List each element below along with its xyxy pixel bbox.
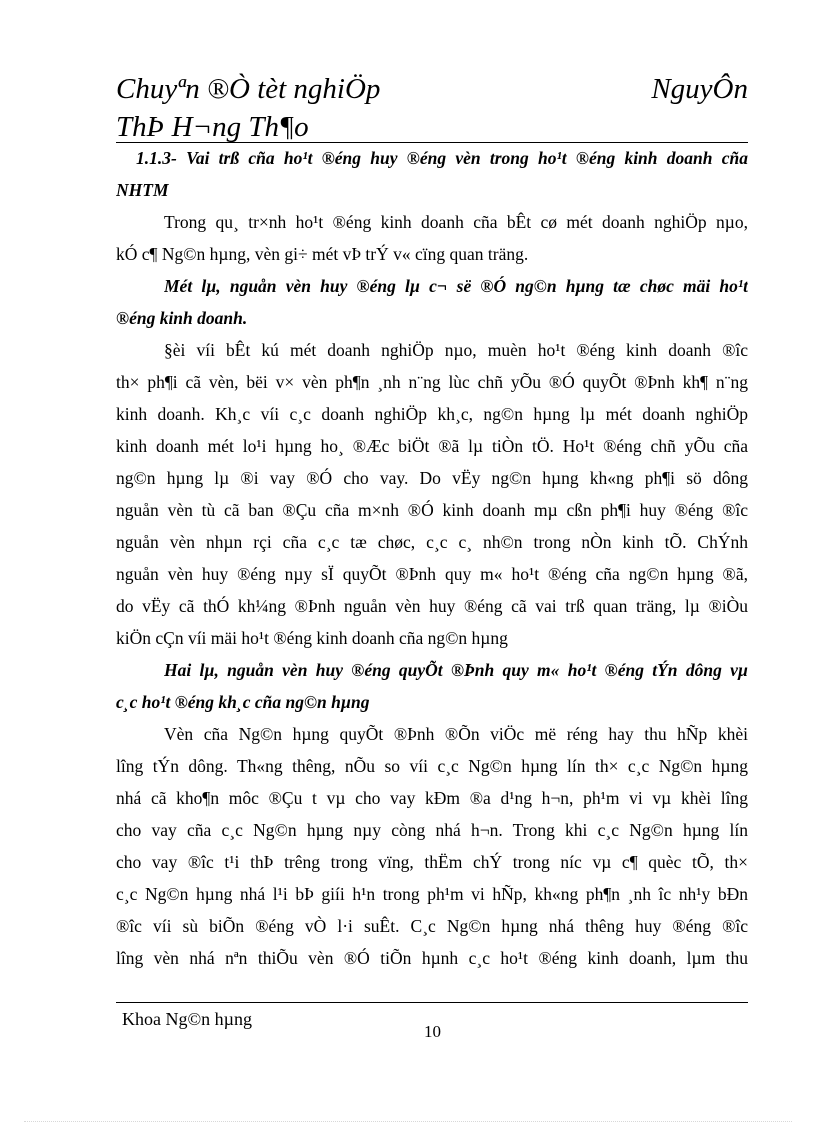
paragraph-line: §èi víi bÊt kú mét doanh nghiÖp nµo, muèn ho¹t ®éng kinh doanh ®îc — [164, 340, 748, 360]
paragraph-line: kÓ c¶ Ng©n hµng, vèn gi÷ mét vÞ trÝ v« cïng quan träng. — [116, 244, 529, 264]
footer-department: Khoa Ng©n hµng — [122, 1009, 253, 1029]
header-title-left: Chuyªn ®Ò tèt nghiÖp — [116, 73, 381, 105]
paragraph-line: Vèn cña Ng©n hµng quyÕt ®Þnh ®Õn viÖc më réng hay thu hÑp khèi — [164, 724, 748, 744]
footer-rule — [116, 1002, 748, 1003]
paragraph-line: ng©n hµng lµ ®i vay ®Ó cho vay. Do vËy ng©n hµng kh«ng ph¶i sö dông — [116, 468, 748, 488]
header-title-line2: ThÞ H¬ng Th¶o — [116, 111, 309, 143]
subheading-line: Mét lµ, nguån vèn huy ®éng lµ c¬ së ®Ó ng©n hµng tæ chøc mäi ho¹t — [164, 276, 748, 296]
section-heading-line-1: 1.1.3- Vai trß cña ho¹t ®éng huy ®éng vèn trong ho¹t ®éng kinh doanh cña — [136, 148, 748, 168]
paragraph-line: th× ph¶i cã vèn, bëi v× vèn ph¶n ¸nh n¨ng lùc chñ yÕu ®Ó quyÕt ®Þnh kh¶ n¨ng — [116, 372, 748, 392]
paragraph-line: Trong qu¸ tr×nh ho¹t ®éng kinh doanh cña bÊt cø mét doanh nghiÖp nµo, — [164, 212, 748, 232]
paragraph-line: kiÖn cÇn víi mäi ho¹t ®éng kinh doanh cña ng©n hµng — [116, 628, 508, 648]
paragraph-line: lîng tÝn dông. Th«ng thêng, nÕu so víi c¸c Ng©n hµng lín th× c¸c Ng©n hµng — [116, 756, 748, 776]
paragraph-line: do vËy cã thÓ kh¼ng ®Þnh nguån vèn huy ®éng cã vai trß quan träng, lµ ®iÒu — [116, 596, 748, 616]
paragraph-line: cho vay ®îc t¹i thÞ trêng trong vïng, thËm chÝ trong níc vµ c¶ quèc tÕ, th× — [116, 852, 748, 872]
paragraph-line: kinh doanh. Kh¸c víi c¸c doanh nghiÖp kh¸c, ng©n hµng lµ mét doanh nghiÖp — [116, 404, 748, 424]
paragraph-line: ®îc víi sù biÕn ®éng vÒ l·i suÊt. C¸c Ng©n hµng nhá thêng huy ®éng ®îc — [116, 916, 748, 936]
subheading-line: ®éng kinh doanh. — [116, 308, 248, 328]
subheading-line: Hai lµ, nguån vèn huy ®éng quyÕt ®Þnh quy m« ho¹t ®éng tÝn dông vµ — [164, 660, 748, 680]
paragraph-line: nhá cã kho¶n môc ®Çu t vµ cho vay kÐm ®a d¹ng h¬n, ph¹m vi vµ khèi lîng — [116, 788, 748, 808]
paragraph-line: lîng vèn nhá nªn thiÕu vèn ®Ó tiÕn hµnh c¸c ho¹t ®éng kinh doanh, lµm thu — [116, 948, 748, 968]
subheading-line: c¸c ho¹t ®éng kh¸c cña ng©n hµng — [116, 692, 370, 712]
paragraph-line: nguån vèn huy ®éng nµy sÏ quyÕt ®Þnh quy m« ho¹t ®éng cña ng©n hµng ®ã, — [116, 564, 748, 584]
section-heading-line-2: NHTM — [116, 180, 169, 200]
paragraph-line: nguån vèn tù cã ban ®Çu cña m×nh ®Ó kinh doanh mµ cßn ph¶i huy ®éng ®îc — [116, 500, 748, 520]
paragraph-line: nguån vèn nhµn rçi cña c¸c tæ chøc, c¸c c¸ nh©n trong nÒn kinh tÕ. ChÝnh — [116, 532, 748, 552]
paragraph-line: kinh doanh mét lo¹i hµng ho¸ ®Æc biÖt ®ã lµ tiÒn tÖ. Ho¹t ®éng chñ yÕu cña — [116, 436, 748, 456]
page-number: 10 — [424, 1022, 441, 1041]
paragraph-line: cho vay cña c¸c Ng©n hµng nµy còng nhá h¬n. Trong khi c¸c Ng©n hµng lín — [116, 820, 748, 840]
header-rule — [116, 142, 748, 143]
page-edge-divider — [24, 1121, 792, 1122]
header-title-right: NguyÔn — [651, 73, 748, 105]
paragraph-line: c¸c Ng©n hµng nhá l¹i bÞ giíi h¹n trong ph¹m vi hÑp, kh«ng ph¶n ¸nh îc nh¹y bÐn — [116, 884, 748, 904]
